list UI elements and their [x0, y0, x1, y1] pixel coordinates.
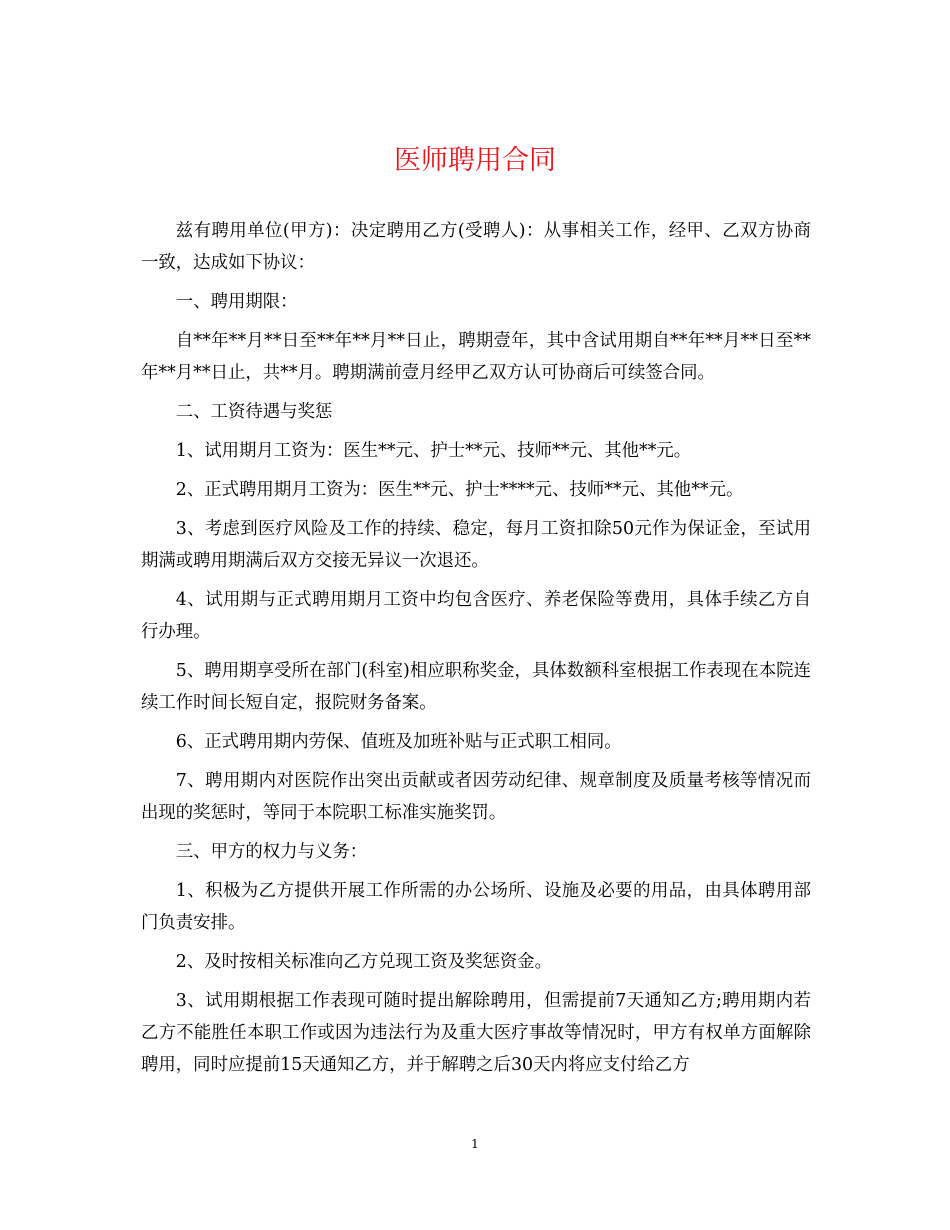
paragraph-intro: 兹有聘用单位(甲方)：决定聘用乙方(受聘人)：从事相关工作，经甲、乙双方协商一致，达成如下协议： [141, 221, 811, 273]
clause-party-a-2: 2、及时按相关标准向乙方兑现工资及奖惩资金。 [175, 952, 553, 972]
clause-salary-7: 7、聘用期内对医院作出突出贡献或者因劳动纪律、规章制度及质量考核等情况而出现的奖惩时，等同于本院职工标准实施奖罚。 [141, 771, 811, 823]
clause-salary-3: 3、考虑到医疗风险及工作的持续、稳定，每月工资扣除50元作为保证金，至试用期满或聘用期满后双方交接无异议一次退还。 [141, 519, 811, 571]
section-heading-term: 一、聘用期限： [175, 292, 298, 312]
clause-salary-5: 5、聘用期享受所在部门(科室)相应职称奖金，具体数额科室根据工作表现在本院连续工作时间长短自定，报院财务备案。 [141, 661, 811, 713]
clause-party-a-3: 3、试用期根据工作表现可随时提出解除聘用，但需提前7天通知乙方;聘用期内若乙方不能胜任本职工作或因为违法行为及重大医疗事故等情况时，甲方有权单方面解除聘用，同时应提前15天通知乙方，并于解聘之后30天内将应支付给乙方 [141, 991, 811, 1075]
page-number: 1 [471, 1137, 479, 1151]
clause-salary-1: 1、试用期月工资为：医生**元、护士**元、技师**元、其他**元。 [175, 441, 692, 461]
section-heading-salary: 二、工资待遇与奖惩 [175, 402, 333, 422]
clause-salary-2: 2、正式聘用期月工资为：医生**元、护士****元、技师**元、其他**元。 [175, 480, 744, 500]
section-heading-party-a: 三、甲方的权力与义务： [175, 842, 368, 862]
clause-party-a-1: 1、积极为乙方提供开展工作所需的办公场所、设施及必要的用品，由具体聘用部门负责安排。 [141, 881, 811, 933]
document-body [141, 215, 811, 1088]
page-title: 医师聘用合同 [394, 145, 556, 176]
paragraph-term: 自**年**月**日至**年**月**日止，聘期壹年，其中含试用期自**年**月**日至**年**月**日止，共**月。聘期满前壹月经甲乙双方认可协商后可续签合同。 [141, 331, 811, 383]
clause-salary-4: 4、试用期与正式聘用期月工资中均包含医疗、养老保险等费用，具体手续乙方自行办理。 [141, 590, 811, 642]
clause-salary-6: 6、正式聘用期内劳保、值班及加班补贴与正式职工相同。 [175, 732, 622, 752]
